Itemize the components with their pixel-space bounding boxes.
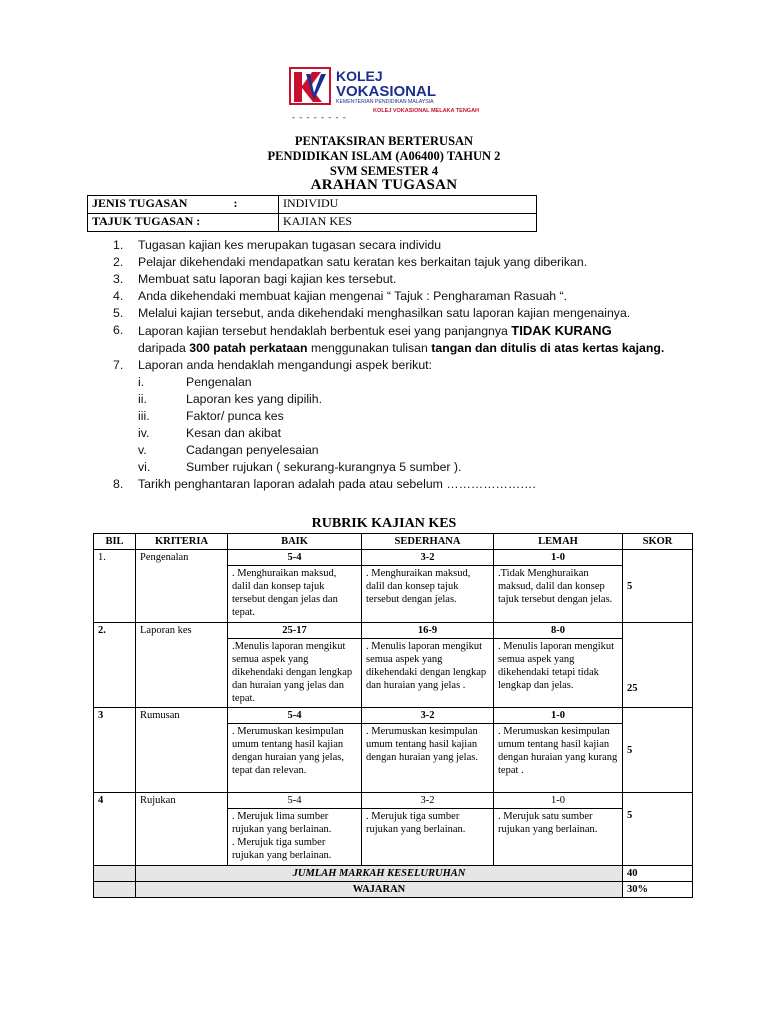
cell-level: 5-4 bbox=[228, 708, 362, 724]
list-item: 2. Pelajar dikehendaki mendapatkan satu keratan kes berkaitan tajuk yang diberikan. bbox=[113, 255, 588, 269]
list-item: 5. Melalui kajian tersebut, anda dikehendaki menghasilkan satu laporan kajian mengenainya. bbox=[113, 306, 631, 320]
header-skor: SKOR bbox=[623, 534, 693, 550]
cell-desc: .Menulis laporan mengikut semua aspek yang dikehendaki dengan lengkap dan huraian yang jelas dan tepat. bbox=[228, 639, 362, 708]
doc-title-3: SVM SEMESTER 4 bbox=[329, 164, 439, 178]
cell-skor: 5 bbox=[623, 550, 693, 623]
cell-level: 1-0 bbox=[494, 550, 623, 566]
cell-kriteria: Rumusan bbox=[136, 708, 228, 793]
cell-empty bbox=[94, 882, 136, 898]
cell-desc: . Menulis laporan mengikut semua aspek yang dikehendaki tetapi tidak lengkap dan jelas. bbox=[494, 639, 623, 708]
list-item: 1. Tugasan kajian kes merupakan tugasan secara individu bbox=[113, 238, 442, 252]
logo-brand-2: VOKASIONAL bbox=[336, 83, 437, 100]
task-info-table bbox=[87, 195, 537, 232]
sub-item: iv. Kesan dan akibat bbox=[138, 426, 282, 440]
info-label: TAJUK TUGASAN : bbox=[88, 214, 279, 232]
cell-level: 5-4 bbox=[228, 550, 362, 566]
sub-item: i. Pengenalan bbox=[138, 375, 252, 389]
header-sederhana: SEDERHANA bbox=[362, 534, 494, 550]
weight-label: WAJARAN bbox=[136, 882, 623, 898]
cell-bil: 1. bbox=[94, 550, 136, 623]
header-baik: BAIK bbox=[228, 534, 362, 550]
logo-campus: KOLEJ VOKASIONAL MELAKA TENGAH bbox=[373, 108, 480, 114]
info-value: KAJIAN KES bbox=[279, 214, 537, 232]
list-item: 6. Laporan kajian tersebut hendaklah berbentuk esei yang panjangnya TIDAK KURANG daripada 300 patah perkataan menggunakan tulisan tangan dan ditulis di atas kertas kajang. bbox=[113, 323, 665, 355]
instruction-list bbox=[113, 237, 673, 493]
cell-level: 1-0 bbox=[494, 793, 623, 809]
table-row bbox=[94, 550, 693, 566]
cell-desc: . Merujuk satu sumber rujukan yang berlainan. bbox=[494, 809, 623, 866]
cell-level: 3-2 bbox=[362, 793, 494, 809]
cell-level: 5-4 bbox=[228, 793, 362, 809]
cell-kriteria: Pengenalan bbox=[136, 550, 228, 623]
rubric-table bbox=[93, 533, 693, 898]
list-item: 3. Membuat satu laporan bagi kajian kes tersebut. bbox=[113, 272, 397, 286]
cell-level: 8-0 bbox=[494, 623, 623, 639]
sub-item: v. Cadangan penyelesaian bbox=[138, 443, 319, 457]
cell-skor: 5 bbox=[623, 793, 693, 866]
list-item: 8. Tarikh penghantaran laporan adalah pada atau sebelum …………………. bbox=[113, 477, 536, 491]
cell-level: 1-0 bbox=[494, 708, 623, 724]
logo-brand-1: KOLEJ bbox=[336, 68, 383, 84]
cell-desc: .Tidak Menghuraikan maksud, dalil dan konsep tajuk tersebut dengan jelas. bbox=[494, 566, 623, 623]
cell-level: 25-17 bbox=[228, 623, 362, 639]
info-label: JENIS TUGASAN : bbox=[88, 196, 279, 214]
weight-value: 30% bbox=[623, 882, 693, 898]
header-lemah: LEMAH bbox=[494, 534, 623, 550]
cell-empty bbox=[94, 866, 136, 882]
cell-level: 16-9 bbox=[362, 623, 494, 639]
doc-title-1: PENTAKSIRAN BERTERUSAN bbox=[294, 134, 474, 148]
total-row bbox=[94, 866, 693, 882]
cell-desc: . Merumuskan kesimpulan umum tentang hasil kajian dengan huraian yang kurang tepat . bbox=[494, 724, 623, 793]
info-row-type bbox=[88, 196, 537, 214]
list-item: 4. Anda dikehendaki membuat kajian mengenai “ Tajuk : Pengharaman Rasuah “. bbox=[113, 289, 568, 303]
cell-level: 3-2 bbox=[362, 550, 494, 566]
cell-kriteria: Rujukan bbox=[136, 793, 228, 866]
sub-item: ii. Laporan kes yang dipilih. bbox=[138, 392, 323, 406]
rubric-title: RUBRIK KAJIAN KES bbox=[311, 516, 457, 531]
info-value: INDIVIDU bbox=[279, 196, 537, 214]
table-row bbox=[94, 623, 693, 639]
weight-row bbox=[94, 882, 693, 898]
cell-bil: 3 bbox=[94, 708, 136, 793]
logo-underline-dots: - - - - - - - - bbox=[292, 112, 347, 122]
cell-desc: . Menghuraikan maksud, dalil dan konsep tajuk tersebut dengan jelas. bbox=[362, 566, 494, 623]
cell-desc: . Menulis laporan mengikut semua aspek yang dikehendaki dengan lengkap dan huraian yang jelas . bbox=[362, 639, 494, 708]
doc-title-4: ARAHAN TUGASAN bbox=[310, 177, 458, 193]
cell-desc: . Menghuraikan maksud, dalil dan konsep tajuk tersebut dengan jelas dan tepat. bbox=[228, 566, 362, 623]
cell-level: 3-2 bbox=[362, 708, 494, 724]
sub-item: iii. Faktor/ punca kes bbox=[138, 409, 284, 423]
logo-ministry: KEMENTERIAN PENDIDIKAN MALAYSIA bbox=[336, 99, 434, 105]
header-kriteria: KRITERIA bbox=[136, 534, 228, 550]
list-item: 7. Laporan anda hendaklah mengandungi aspek berikut: bbox=[113, 358, 432, 372]
total-value: 40 bbox=[623, 866, 693, 882]
cell-bil: 2. bbox=[94, 623, 136, 708]
rubric-header-row bbox=[94, 534, 693, 550]
cell-bil: 4 bbox=[94, 793, 136, 866]
cell-kriteria: Laporan kes bbox=[136, 623, 228, 708]
cell-desc: . Merujuk lima sumber rujukan yang berlainan. . Merujuk tiga sumber rujukan yang berlainan. bbox=[228, 809, 362, 866]
cell-desc: . Merumuskan kesimpulan umum tentang hasil kajian dengan huraian yang jelas, tepat dan relevan. bbox=[228, 724, 362, 793]
cell-skor: 5 bbox=[623, 708, 693, 793]
header-bil: BIL bbox=[94, 534, 136, 550]
doc-title-2: PENDIDIKAN ISLAM (A06400) TAHUN 2 bbox=[267, 149, 501, 163]
sub-item: vi. Sumber rujukan ( sekurang-kurangnya 5 sumber ). bbox=[138, 460, 462, 474]
cell-desc: . Merujuk tiga sumber rujukan yang berlainan. bbox=[362, 809, 494, 866]
cell-desc: . Merumuskan kesimpulan umum tentang hasil kajian dengan huraian yang jelas. bbox=[362, 724, 494, 793]
info-row-title bbox=[88, 214, 537, 232]
total-label: JUMLAH MARKAH KESELURUHAN bbox=[136, 866, 623, 882]
table-row bbox=[94, 793, 693, 809]
table-row bbox=[94, 708, 693, 724]
cell-skor: 25 bbox=[623, 623, 693, 708]
